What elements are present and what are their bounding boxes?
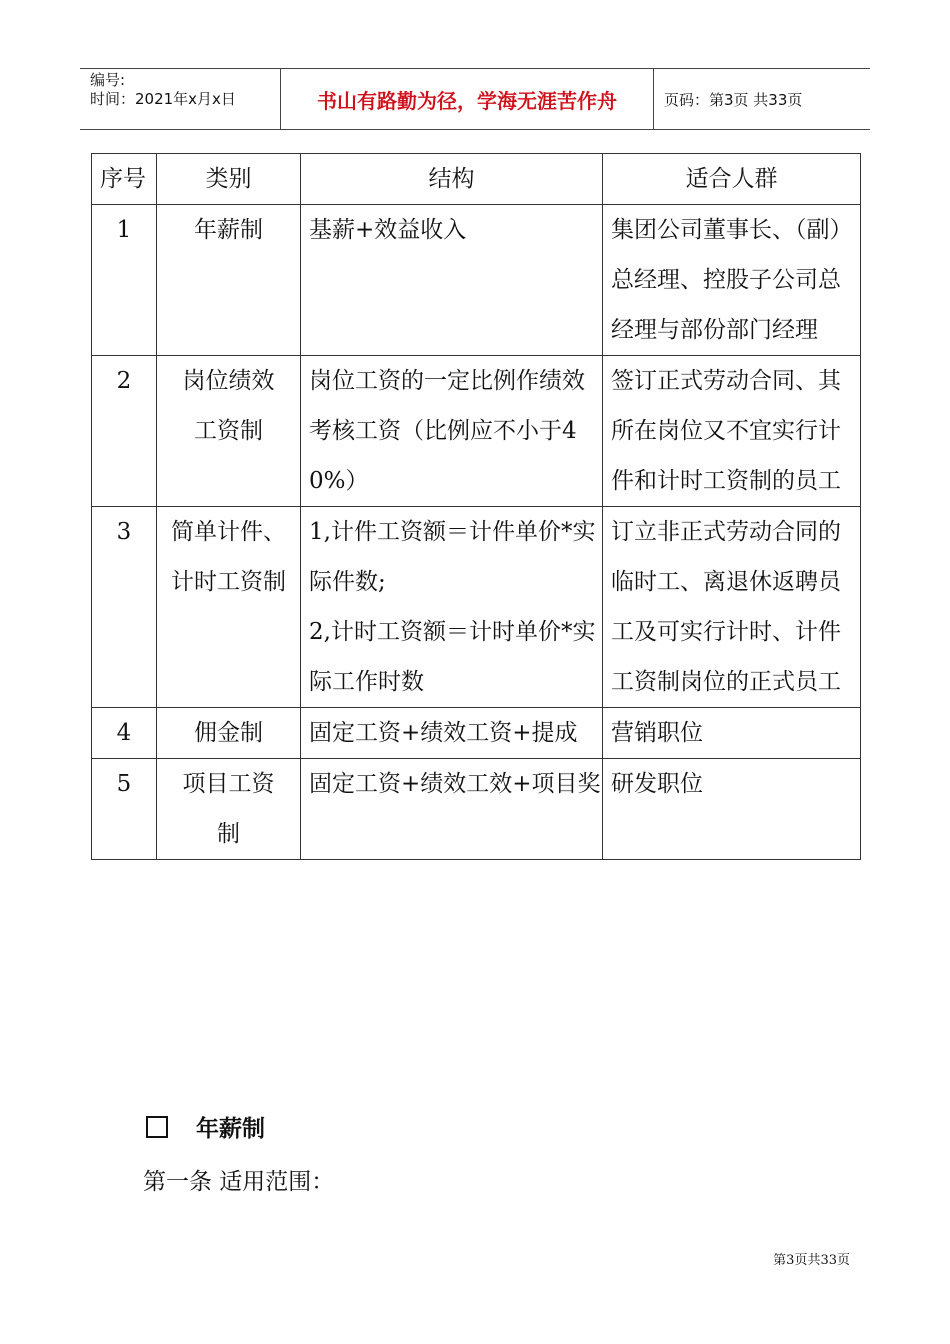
- table-row: [92, 708, 861, 759]
- row-category: 年薪制: [157, 205, 301, 356]
- row-category: 简单计件、计时工资制: [157, 507, 301, 708]
- row-no: 2: [92, 356, 157, 507]
- page-footer: 第3页共33页: [773, 1253, 850, 1268]
- header-structure: 结构: [301, 154, 603, 205]
- row-category: 项目工资制: [157, 759, 301, 860]
- header-page-label: 页码：第3页 共33页: [664, 90, 803, 109]
- row-structure: 固定工资+绩效工资+提成: [301, 708, 603, 759]
- header-motto: 书山有路勤为径，学海无涯苦作舟: [281, 69, 654, 129]
- section-title: 年薪制: [196, 1116, 265, 1142]
- row-audience: 订立非正式劳动合同的临时工、离退休返聘员工及可实行计时、计件工资制岗位的正式员工: [603, 507, 861, 708]
- row-no: 4: [92, 708, 157, 759]
- header-category: 类别: [157, 154, 301, 205]
- salary-type-table: [91, 153, 861, 860]
- table-row: [92, 759, 861, 860]
- row-no: 3: [92, 507, 157, 708]
- article-text: 第一条 适用范围：: [143, 1169, 335, 1195]
- row-no: 5: [92, 759, 157, 860]
- structure-line: 1,计件工资额＝计件单价*实际件数;: [309, 519, 596, 595]
- table-row: [92, 507, 861, 708]
- row-audience: 签订正式劳动合同、其所在岗位又不宜实行计件和计时工资制的员工: [603, 356, 861, 507]
- header-meta: [80, 69, 281, 129]
- row-audience: 研发职位: [603, 759, 861, 860]
- row-no: 1: [92, 205, 157, 356]
- row-structure: 基薪+效益收入: [301, 205, 603, 356]
- header-no: 序号: [92, 154, 157, 205]
- page-header: [80, 68, 870, 130]
- structure-line: 2,计时工资额＝计时单价*实际工作时数: [309, 619, 596, 695]
- row-audience: 集团公司董事长、（副）总经理、控股子公司总经理与部份部门经理: [603, 205, 861, 356]
- table-row: [92, 356, 861, 507]
- row-category: 岗位绩效工资制: [157, 356, 301, 507]
- row-audience: 营销职位: [603, 708, 861, 759]
- header-audience: 适合人群: [603, 154, 861, 205]
- table-header-row: [92, 154, 861, 205]
- serial-label: 编号:: [90, 71, 126, 89]
- date-label: 时间：2021年x月x日: [90, 90, 236, 108]
- row-category: 佣金制: [157, 708, 301, 759]
- row-structure: [301, 507, 603, 708]
- row-structure: 固定工资+绩效工效+项目奖: [301, 759, 603, 860]
- checkbox-icon: [146, 1116, 168, 1138]
- table-row: [92, 205, 861, 356]
- row-structure: 岗位工资的一定比例作绩效考核工资（比例应不小于40%）: [301, 356, 603, 507]
- section-heading: [146, 1110, 265, 1143]
